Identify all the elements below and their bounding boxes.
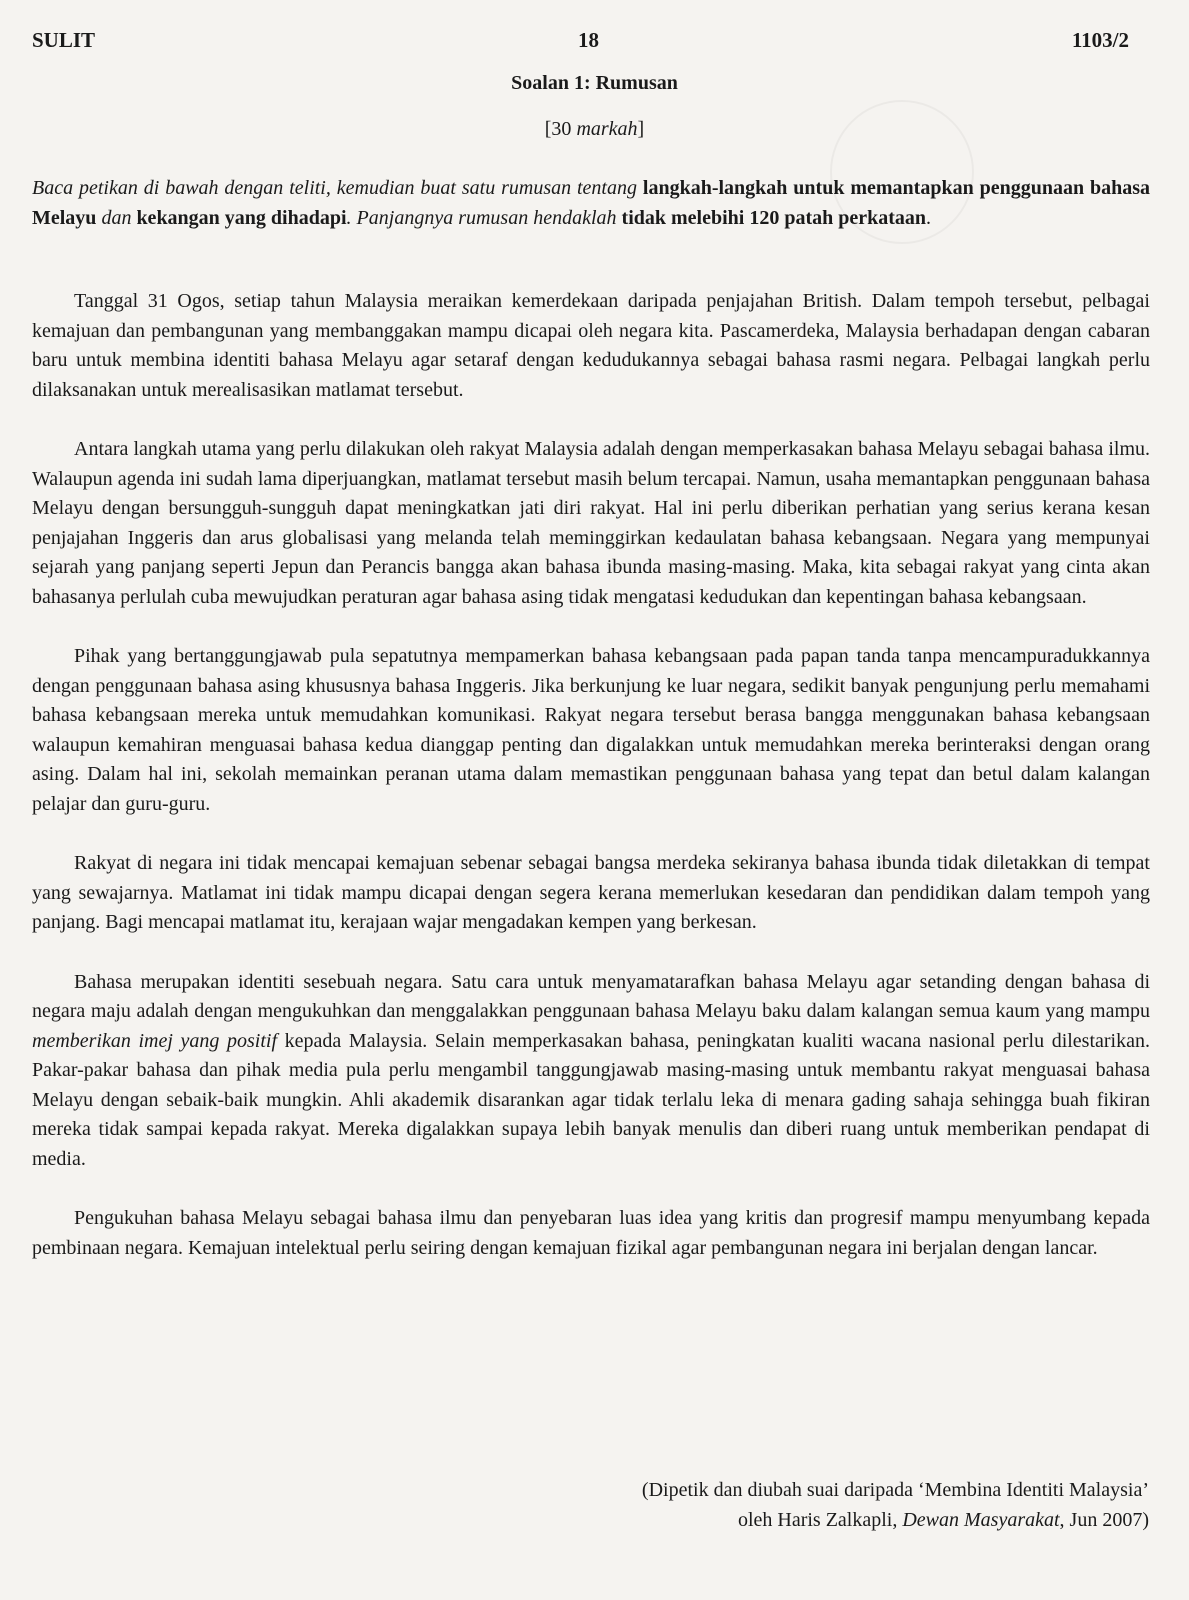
paper-code: 1103/2 (1071, 28, 1129, 52)
paragraph-3: Pihak yang bertanggungjawab pula sepatutnya mempamerkan bahasa kebangsaan pada papan tanda tanpa mencampuradukkannya dengan penggunaan bahasa asing khususnya bahasa Inggeris. Jika berkunjung ke luar negara, sedikit banyak pengunjung perlu memahami bahasa kebangsaan mereka untuk memudahkan komunikasi. Rakyat negara tersebut berasa bangga menggunakan bahasa kebangsaan walaupun kemahiran menguasai bahasa kedua dianggap penting dan digalakkan untuk memudahkan mereka berinteraksi dengan orang asing. Dalam hal ini, sekolah memainkan peranan utama dalam memastikan penggunaan bahasa yang tepat dan betul dalam kalangan pelajar dan guru-guru. (32, 645, 1150, 815)
page-header (32, 28, 1129, 58)
paragraph-2: Antara langkah utama yang perlu dilakukan oleh rakyat Malaysia adalah dengan memperkasakan bahasa Melayu sebagai bahasa ilmu. Walaupun agenda ini sudah lama diperjuangkan, matlamat tersebut masih belum tercapai. Namun, usaha memantapkan penggunaan bahasa Melayu dengan bersungguh-sungguh dapat meningkatkan jati diri rakyat. Hal ini perlu diberikan perhatian yang serius kerana kesan penjajahan Inggeris dan arus globalisasi yang melanda telah meminggirkan kedaulatan bahasa kebangsaan. Negara yang mempunyai sejarah yang panjang seperti Jepun dan Perancis bangga akan bahasa ibunda masing-masing. Maka, kita sebagai rakyat yang cinta akan bahasanya perlulah cuba mewujudkan peraturan agar bahasa asing tidak mengatasi kedudukan dan kepentingan bahasa kebangsaan. (32, 438, 1150, 608)
paragraph-1: Tanggal 31 Ogos, setiap tahun Malaysia meraikan kemerdekaan daripada penjajahan British. Dalam tempoh tersebut, pelbagai kemajuan dan pembangunan yang membanggakan mampu dicapai oleh negara kita. Pascamerdeka, Malaysia berhadapan dengan cabaran baru untuk membina identiti bahasa Melayu agar setaraf dengan kedudukannya sebagai bahasa rasmi negara. Pelbagai langkah perlu dilaksanakan untuk merealisasikan matlamat tersebut. (32, 290, 1150, 401)
passage (32, 287, 1150, 1293)
header-sulit: SULIT (32, 28, 96, 52)
marks-label: [30 markah] (544, 118, 645, 140)
paragraph-5: Bahasa merupakan identiti sesebuah negara. Satu cara untuk menyamatarafkan bahasa Melayu agar setanding dengan bahasa di negara maju adalah dengan mengukuhkan dan menggalakkan penggunaan bahasa Melayu baku dalam kalangan semua kaum yang mampu memberikan imej yang positif kepada Malaysia. Selain memperkasakan bahasa, peningkatan kualiti wacana nasional perlu dilestarikan. Pakar-pakar bahasa dan pihak media pula perlu mengambil tanggungjawab masing-masing untuk membantu rakyat menguasai bahasa Melayu dengan sebaik-baik mungkin. Ahli akademik disarankan agar tidak terlalu leka di menara gading sahaja sehingga buah fikiran mereka tidak sampai kepada rakyat. Mereka digalakkan supaya lebih banyak menulis dan diberi ruang untuk memberikan pendapat di media. (32, 970, 1150, 1170)
source-citation: (Dipetik dan diubah suai daripada ‘Membina Identiti Malaysia’ oleh Haris Zalkapli, Dewan Masyarakat, Jun 2007) (641, 1479, 1149, 1531)
question-title: Soalan 1: Rumusan (511, 72, 678, 94)
instructions: Baca petikan di bawah dengan teliti, kemudian buat satu rumusan tentang langkah-langkah untuk memantapkan penggunaan bahasa Melayu dan kekangan yang dihadapi. Panjangnya rumusan hendaklah tidak melebihi 120 patah perkataan. (32, 177, 1151, 229)
paragraph-6: Pengukuhan bahasa Melayu sebagai bahasa ilmu dan penyebaran luas idea yang kritis dan progresif mampu menyumbang kepada pembinaan negara. Kemajuan intelektual perlu seiring dengan kemajuan fizikal agar pembangunan negara ini berjalan dengan lancar. (32, 1207, 1150, 1259)
paragraph-4: Rakyat di negara ini tidak mencapai kemajuan sebenar sebagai bangsa merdeka sekiranya bahasa ibunda tidak diletakkan di tempat yang sewajarnya. Matlamat ini tidak mampu dicapai dengan segera kerana memerlukan kesedaran dan pendidikan dalam tempoh yang panjang. Bagi mencapai matlamat itu, kerajaan wajar mengadakan kempen yang berkesan. (32, 852, 1150, 933)
page-number: 18 (578, 28, 599, 52)
